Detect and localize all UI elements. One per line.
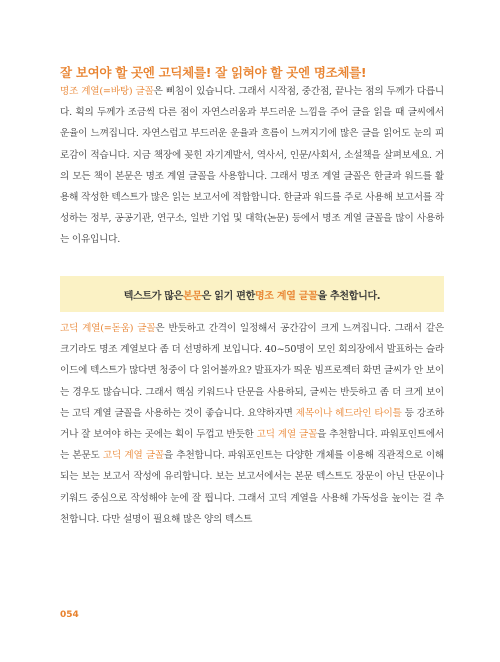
paragraph-text: 등 강조하거나 잘 보여야 하는 곳에는 획이 두껍고 반듯한 — [60, 407, 444, 441]
paragraph-text: 은 삐침이 있습니다. 그래서 시작점, 중간점, 끝나는 점의 두께가 다릅니다. 획의 두께가 조금씩 다른 점이 자연스러움과 부드러운 느낌을 주어 글을 읽을 때 글씨에서 운율이 느껴집니다. 자연스럽고 부드러운 운율과 흐름이 느껴지기에 많은 글을 읽어도 눈의 피로감이 적습니다. 지금 책장에 꽂힌 자기계발서, 역사서, 인문/사회서, 소설책을 살펴보세요. 거의 모든 책이 본문은 명조 계열 글꼴을 사용합니다. 그래서 명조 계열 글꼴은 한글과 워드를 활용해 작성한 텍스트가 많은 읽는 보고서에 적합합니다. 한글과 워드를 주로 사용해 보고서를 작성하는 정부, 공공기관, 연구소, 일반 기업 및 대학(논문) 등에서 명조 계열 글꼴을 많이 사용하는 이유입니다. — [60, 86, 444, 246]
callout-highlight-serif: 명조 계열 글꼴 — [254, 290, 318, 302]
paragraph-text: 을 추천합니다. 파워포인트에서는 본문도 — [60, 429, 444, 462]
sans-font-term: 고딕 계열 글꼴 — [102, 450, 164, 462]
section-heading: 잘 보여야 할 곳엔 고딕체를! 잘 읽혀야 할 곳엔 명조체를! — [60, 65, 367, 80]
paragraph-text: 을 추천합니다. 파워포인트는 다양한 개체를 이용해 직관적으로 이해되는 보는 보고서 작성에 유리합니다. 보는 보고서에서는 본문 텍스트도 장문이 아닌 단문이나 키워드 중심으로 작성해야 눈에 잘 띕니다. 그래서 고딕 계열을 사용해 가독성을 높이는 걸 추천합니다. 다만 설명이 필요해 많은 양의 텍스트 — [60, 450, 444, 525]
sans-font-paragraph — [60, 318, 444, 530]
callout-highlight-body: 본문 — [183, 290, 202, 302]
headline-term: 제목이나 헤드라인 타이틀 — [295, 407, 402, 419]
serif-font-term: 명조 계열(=바탕) 글꼴 — [60, 86, 154, 97]
sans-font-term: 고딕 계열(=돋움) 글꼴 — [60, 323, 156, 334]
callout-text: 을 추천합니다. — [317, 290, 381, 302]
sans-font-term: 고딕 계열 글꼴 — [256, 429, 318, 441]
serif-font-paragraph — [60, 81, 444, 251]
callout-text: 은 읽기 편한 — [201, 290, 255, 302]
callout-text: 텍스트가 많은 — [123, 290, 184, 302]
page-number: 054 — [60, 610, 79, 620]
recommendation-callout — [60, 276, 444, 312]
paragraph-text: 은 반듯하고 간격이 일정해서 공간감이 크게 느껴집니다. 그래서 같은 크기라도 명조 계열보다 좀 더 선명하게 보입니다. 40~50명이 모인 회의장에서 발표하는 슬라이드에 텍스트가 많다면 청중이 다 읽어볼까요? 발표자가 띄운 빔프로젝터 화면 글씨가 안 보이는 경우도 많습니다. 그래서 핵심 키워드나 단문을 사용하되, 글씨는 반듯하고 좀 더 크게 보이는 고딕 계열 글꼴을 사용하는 것이 좋습니다. 요약하자면 — [60, 323, 444, 419]
